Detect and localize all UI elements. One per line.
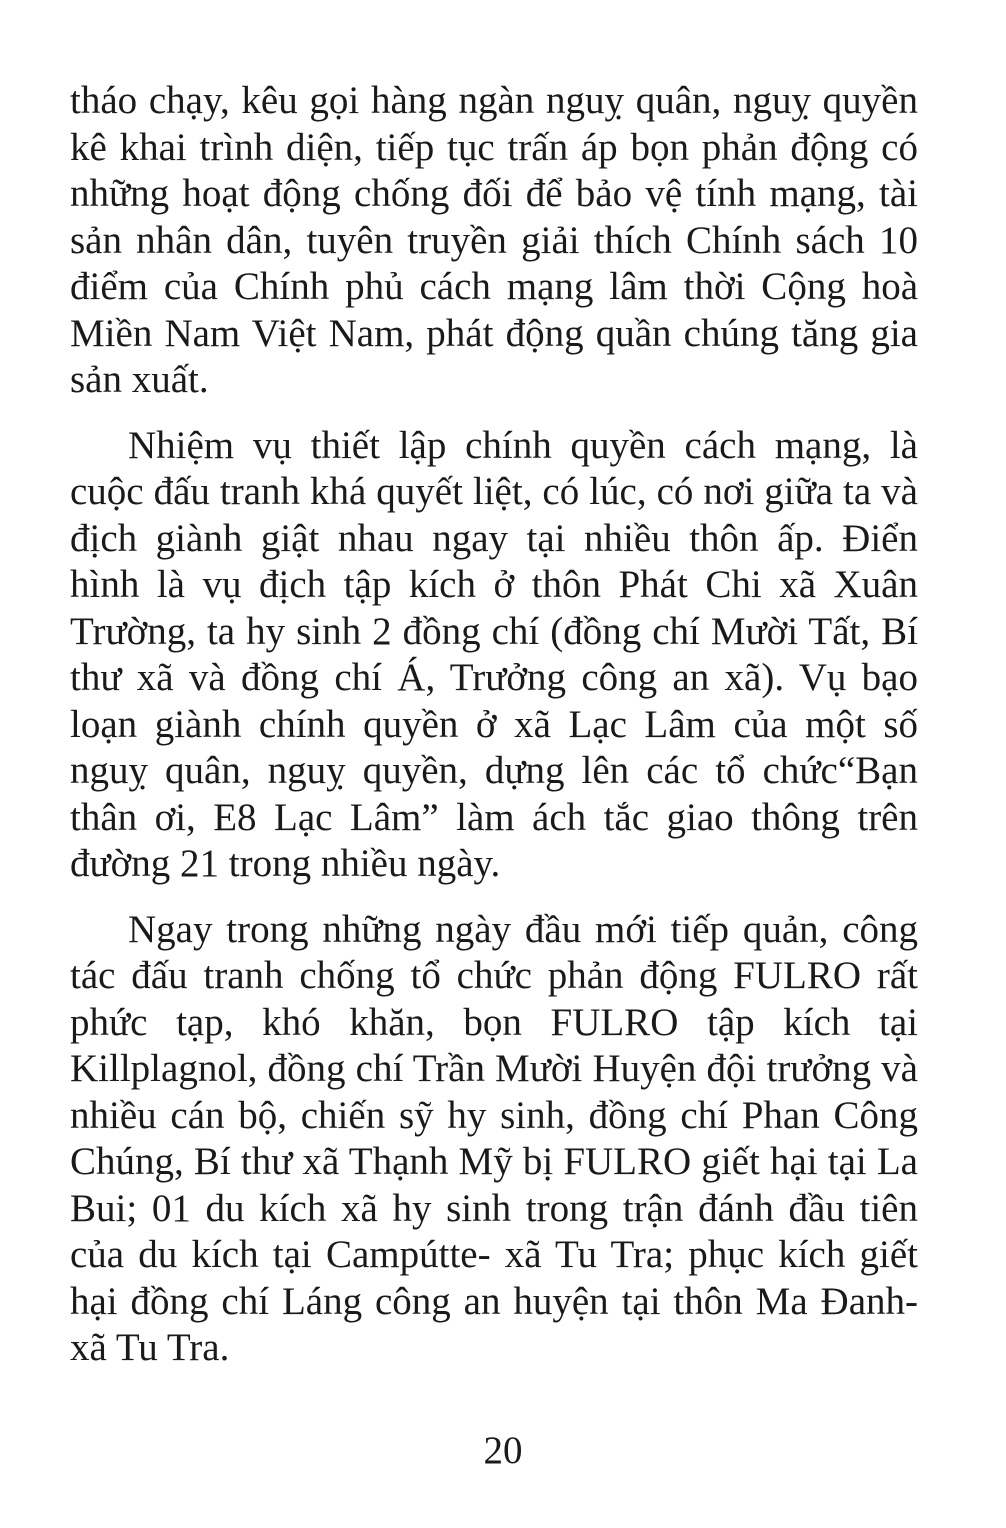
paragraph-1: tháo chạy, kêu gọi hàng ngàn nguỵ quân, nguỵ quyền kê khai trình diện, tiếp tục trấn áp bọn phản động có những hoạt động chống đối để bảo vệ tính mạng, tài sản nhân dân, tuyên truyền giải thích Chính sách 10 điểm của Chính phủ cách mạng lâm thời Cộng hoà Miền Nam Việt Nam, phát động quần chúng tăng gia sản xuất. — [70, 79, 918, 401]
page-body — [70, 78, 918, 1372]
paragraph-3: Ngay trong những ngày đầu mới tiếp quản, công tác đấu tranh chống tổ chức phản động FULRO rất phức tạp, khó khăn, bọn FULRO tập kích tại Killplagnol, đồng chí Trần Mười Huyện đội trưởng và nhiều cán bộ, chiến sỹ hy sinh, đồng chí Phan Công Chúng, Bí thư xã Thạnh Mỹ bị FULRO giết hại tại La Bui; 01 du kích xã hy sinh trong trận đánh đầu tiên của du kích tại Campútte- xã Tu Tra; phục kích giết hại đồng chí Láng công an huyện tại thôn Ma Đanh- xã Tu Tra. — [70, 907, 918, 1369]
page-number: 20 — [483, 1429, 523, 1472]
paragraph-2: Nhiệm vụ thiết lập chính quyền cách mạng, là cuộc đấu tranh khá quyết liệt, có lúc, có nơi giữa ta và địch giành giật nhau ngay tại nhiều thôn ấp. Điển hình là vụ địch tập kích ở thôn Phát Chi xã Xuân Trường, ta hy sinh 2 đồng chí (đồng chí Mười Tất, Bí thư xã và đồng chí Á, Trưởng công an xã). Vụ bạo loạn giành chính quyền ở xã Lạc Lâm của một số nguỵ quân, nguỵ quyền, dựng lên các tổ chức“Bạn thân ơi, E8 Lạc Lâm” làm ách tắc giao thông trên đường 21 trong nhiều ngày. — [70, 423, 918, 885]
